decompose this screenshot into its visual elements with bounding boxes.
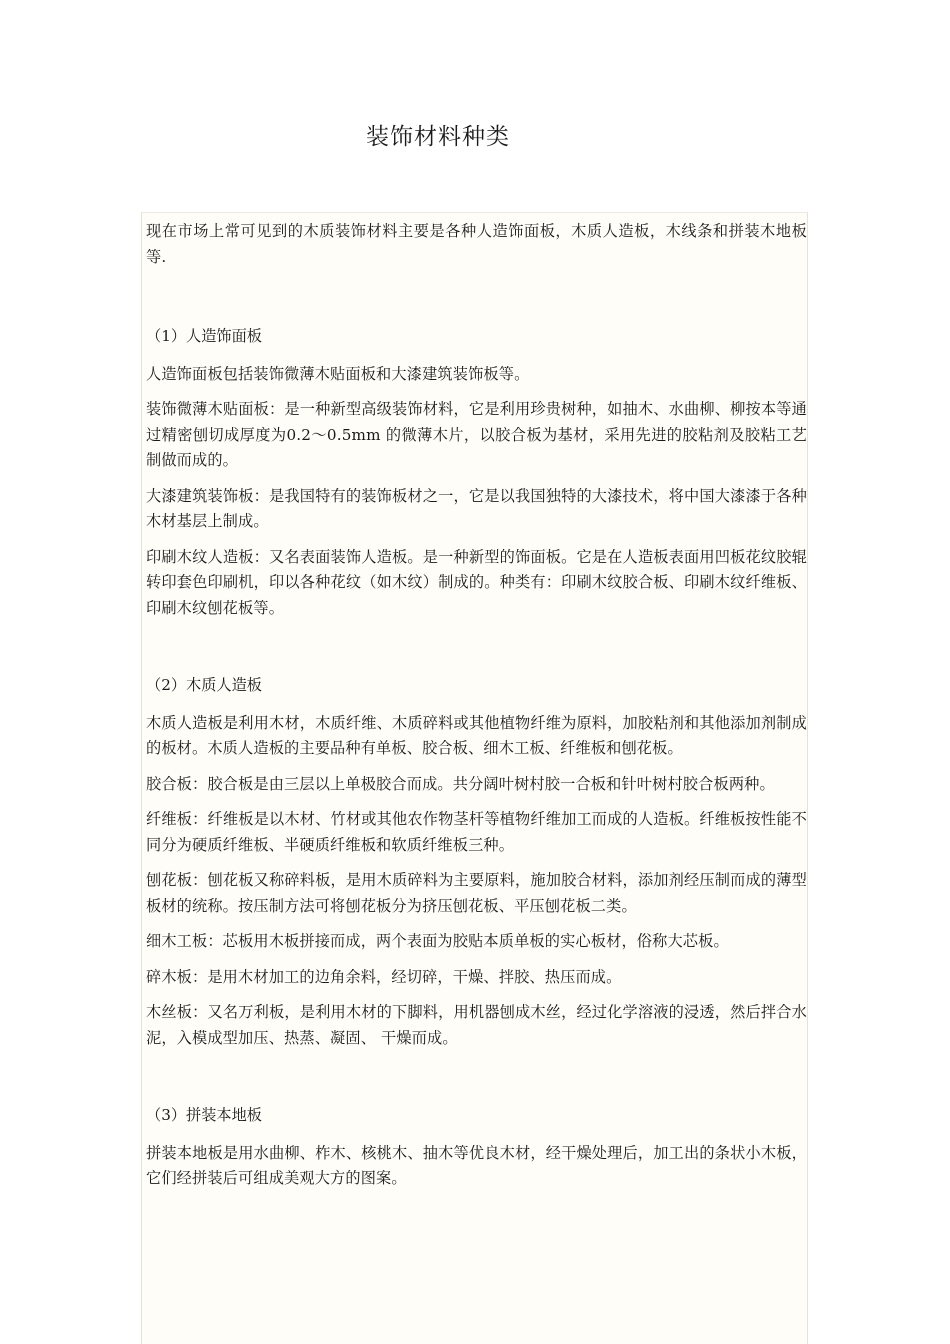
section-artificial-veneer [146,324,807,621]
section-heading: （2）木质人造板 [146,676,262,694]
paragraph: 大漆建筑装饰板：是我国特有的装饰板材之一，它是以我国独特的大漆技术，将中国大漆漆于各种木材基层上制成。 [146,486,807,530]
paragraph: 木质人造板是利用木材，木质纤维、木质碎料或其他植物纤维为原料，加胶粘剂和其他添加剂制成的板材。木质人造板的主要品种有单板、胶合板、细木工板、纤维板和刨花板。 [146,713,807,757]
article-body [141,212,808,1344]
page-title: 装饰材料种类 [366,124,510,150]
section-wood-panel [146,673,807,1051]
paragraph: 拼装本地板是用水曲柳、柞木、核桃木、抽木等优良木材，经干燥处理后，加工出的条状小木板，它们经拼装后可组成美观大方的图案。 [146,1143,807,1187]
paragraph: 刨花板：刨花板又称碎料板，是用木质碎料为主要原料，施加胶合材料，添加剂经压制而成的薄型板材的统称。按压制方法可将刨花板分为挤压刨花板、平压刨花板二类。 [146,871,807,915]
section-parquet-floor [146,1103,807,1192]
section-heading: （1）人造饰面板 [146,327,262,345]
section-heading: （3）拼装本地板 [146,1106,262,1124]
paragraph: 碎木板：是用木材加工的边角余料，经切碎，干燥、拌胶、热压而成。 [146,967,622,986]
paragraph: 胶合板：胶合板是由三层以上单极胶合而成。共分阔叶树村胶一合板和针叶树村胶合板两种。 [146,774,775,793]
intro-paragraph: 现在市场上常可见到的木质装饰材料主要是各种人造饰面板，木质人造板，木线条和拼装木地板等. [146,222,807,266]
paragraph: 纤维板：纤维板是以木材、竹材或其他农作物茎杆等植物纤维加工而成的人造板。纤维板按性能不同分为硬质纤维板、半硬质纤维板和软质纤维板三种。 [146,810,807,854]
paragraph: 细木工板：芯板用木板拼接而成，两个表面为胶贴本质单板的实心板材，俗称大芯板。 [146,932,729,950]
paragraph: 印刷木纹人造板：又名表面装饰人造板。是一种新型的饰面板。它是在人造板表面用凹板花纹胶辊转印套色印刷机，印以各种花纹（如木纹）制成的。种类有：印刷木纹胶合板、印刷木纹纤维板、印刷木纹刨花板等。 [146,547,807,617]
paragraph: 装饰微薄木贴面板：是一种新型高级装饰材料，它是利用珍贵树种，如抽木、水曲柳、柳按本等通过精密刨切成厚度为0.2～0.5mm 的微薄木片，以胶合板为基材，采用先进的胶粘剂及胶粘工艺制做而成的。 [146,400,807,469]
paragraph: 人造饰面板包括装饰微薄木贴面板和大漆建筑装饰板等。 [146,364,530,383]
paragraph: 木丝板：又名万利板，是利用木材的下脚料，用机器刨成木丝，经过化学溶液的浸透，然后拌合水泥，入模成型加压、热蒸、凝固、 干燥而成。 [146,1003,807,1047]
